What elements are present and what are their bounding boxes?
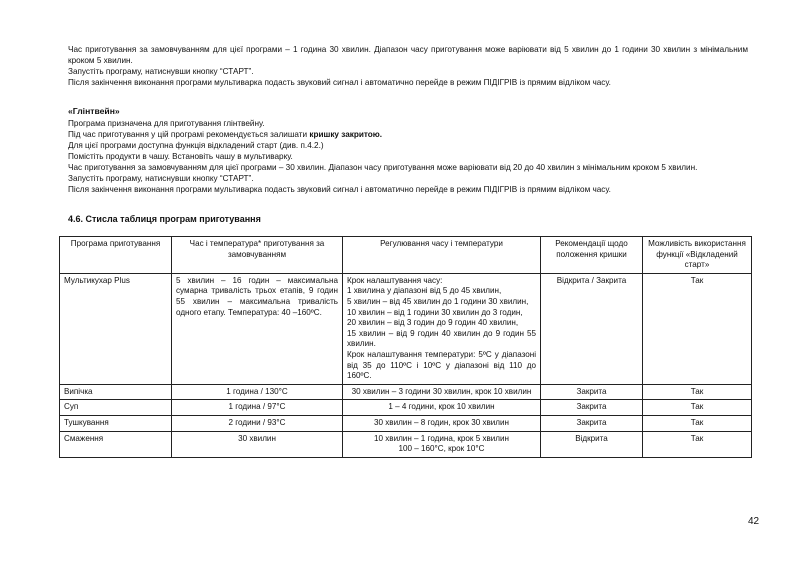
table-row (60, 431, 752, 457)
section-title: 4.6. Стисла таблиця програм приготування (68, 214, 261, 224)
gluhwein-p2-prefix: Під час приготування у цій програмі рекомендується залишати (68, 130, 310, 139)
gluhwein-p2 (68, 129, 748, 140)
adj-line: 15 хвилин – від 9 годин 40 хвилин до 9 годин 55 хвилин. (347, 328, 536, 349)
intro-line-2: Запустіть програму, натиснувши кнопку “СТАРТ”. (68, 67, 254, 76)
intro-text (68, 44, 748, 88)
cell-program: Мультикухар Plus (60, 273, 172, 384)
gluhwein-p5: Час приготування за замовчуванням для цієї програми – 30 хвилин. Діапазон часу приготування може варіювати від 20 до 40 хвилин з мінімальним кроком 5 хвилин. (68, 163, 698, 172)
header-program: Програма приготування (60, 237, 172, 274)
adj-line: 100 – 160°C, крок 10°C (398, 444, 485, 454)
page-number: 42 (748, 516, 760, 527)
cell-adjustment (343, 273, 541, 384)
cell-default: 1 година / 97°C (172, 400, 343, 416)
cell-program: Смаження (60, 431, 172, 457)
gluhwein-p3: Для цієї програми доступна функція відкладений старт (див. п.4.2.) (68, 141, 324, 150)
cell-adjustment: 30 хвилин – 3 години 30 хвилин, крок 10 хвилин (343, 384, 541, 400)
cell-delay: Так (643, 431, 752, 457)
cell-program: Суп (60, 400, 172, 416)
gluhwein-p4: Помістіть продукти в чашу. Встановіть чашу в мультиварку. (68, 152, 293, 161)
cell-lid: Відкрита / Закрита (541, 273, 643, 384)
programs-table (59, 236, 752, 458)
gluhwein-p2-bold: кришку закритою. (309, 130, 383, 139)
header-lid: Рекомендації щодо положення кришки (541, 237, 643, 274)
cell-default: 2 години / 93°C (172, 415, 343, 431)
header-default: Час і температура* приготування за замовчуванням (172, 237, 343, 274)
cell-delay: Так (643, 273, 752, 384)
cell-lid: Закрита (541, 415, 643, 431)
table-row (60, 415, 752, 431)
table-row (60, 384, 752, 400)
cell-adjustment (343, 431, 541, 457)
cell-lid: Закрита (541, 400, 643, 416)
cell-delay: Так (643, 400, 752, 416)
adj-line: 20 хвилин – від 3 годин до 9 годин 40 хвилин, (347, 318, 519, 328)
adj-line: Крок налаштування часу: (347, 275, 443, 285)
cell-default: 30 хвилин (172, 431, 343, 457)
adj-line: 5 хвилин – від 45 хвилин до 1 години 30 хвилин, (347, 296, 529, 306)
cell-adjustment: 1 – 4 години, крок 10 хвилин (343, 400, 541, 416)
cell-default: 1 година / 130°C (172, 384, 343, 400)
header-delay: Можливість використання функції «Відкладений старт» (643, 237, 752, 274)
cell-program: Тушкування (60, 415, 172, 431)
table-row (60, 400, 752, 416)
gluhwein-p7: Після закінчення виконання програми мультиварка подасть звуковий сигнал і автоматично перейде в режим ПІДІГРІВ із прямим відліком часу. (68, 185, 611, 194)
adj-line: Крок налаштування температури: 5ºС у діапазоні від 35 до 110ºС і 10ºС у діапазоні від 110 до 160ºС. (347, 349, 536, 381)
cell-lid: Відкрита (541, 431, 643, 457)
intro-line-3: Після закінчення виконання програми мультиварка подасть звуковий сигнал і автоматично перейде в режим ПІДІГРІВ із прямим відліком часу. (68, 78, 611, 87)
header-adjustment: Регулювання часу і температури (343, 237, 541, 274)
cell-program: Випічка (60, 384, 172, 400)
intro-line-1: Час приготування за замовчуванням для цієї програми – 1 година 30 хвилин. Діапазон часу приготування може варіювати від 5 хвилин до 1 години 30 хвилин з мінімальним кроком 5 хвилин. (68, 45, 748, 65)
cell-delay: Так (643, 384, 752, 400)
table-row (60, 273, 752, 384)
adj-line: 1 хвилина у діапазоні від 5 до 45 хвилин, (347, 286, 502, 296)
cell-adjustment: 30 хвилин – 8 годин, крок 30 хвилин (343, 415, 541, 431)
gluhwein-text (68, 118, 748, 195)
cell-default: 5 хвилин – 16 годин – максимальна сумарна тривалість трьох етапів, 9 годин 55 хвилин – максимальна тривалість одного етапу. Температура: 40 –160ºС. (172, 273, 343, 384)
table-header-row (60, 237, 752, 274)
gluhwein-title: «Глінтвейн» (68, 106, 120, 116)
adj-line: 10 хвилин – 1 година, крок 5 хвилин (373, 433, 510, 443)
cell-delay: Так (643, 415, 752, 431)
gluhwein-p1: Програма призначена для приготування глінтвейну. (68, 119, 265, 128)
gluhwein-p6: Запустіть програму, натиснувши кнопку “СТАРТ”. (68, 174, 254, 183)
cell-lid: Закрита (541, 384, 643, 400)
adj-line: 10 хвилин – від 1 години 30 хвилин до 3 годин, (347, 307, 523, 317)
